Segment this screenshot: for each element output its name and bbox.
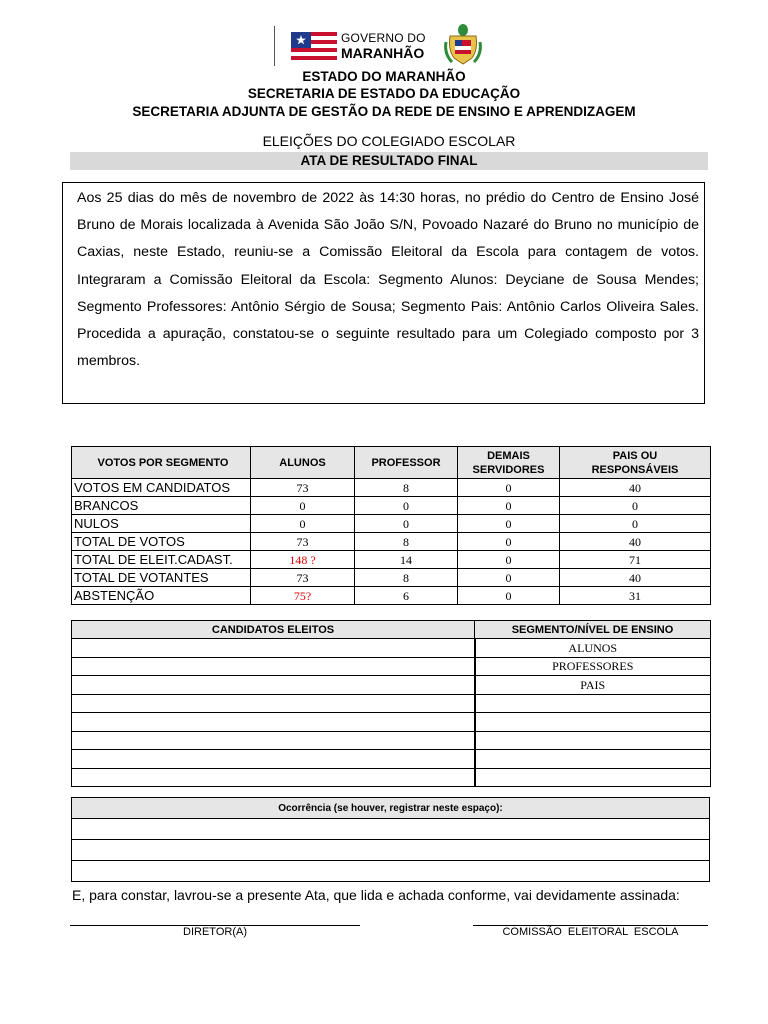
votes-row [72,479,711,497]
votes-cell-pais: 40 [560,569,711,587]
votes-row [72,533,711,551]
elected-segment-cell: ALUNOS [475,639,711,658]
col-header-pais: PAIS OU RESPONSÁVEIS [560,447,711,479]
votes-cell-professor: 6 [355,587,458,605]
elected-segment-cell [475,768,711,787]
col-header-segment-level: SEGMENTO/NÍVEL DE ENSINO [475,621,711,639]
elected-name-cell[interactable] [72,657,475,676]
subtitle: ELEIÇÕES DO COLEGIADO ESCOLAR [262,133,516,149]
votes-cell-alunos: 148 ? [251,551,355,569]
votes-row [72,497,711,515]
votes-row [72,569,711,587]
closing-text: E, para constar, lavrou-se a presente Ata, que lida e achada conforme, vai devidamente assinada: [72,887,680,903]
minutes-text-box [62,182,705,404]
elected-row [72,676,711,695]
elected-name-cell[interactable] [72,731,475,750]
elected-segment-cell [475,750,711,769]
elected-row [72,694,711,713]
elected-row [72,731,711,750]
votes-cell-professor: 8 [355,569,458,587]
votes-cell-pais: 71 [560,551,711,569]
votes-cell-pais: 40 [560,533,711,551]
header-secretariat: SECRETARIA DE ESTADO DA EDUCAÇÃO [247,86,521,101]
votes-cell-alunos: 73 [251,569,355,587]
elected-name-cell[interactable] [72,639,475,658]
occurrence-line[interactable] [72,819,710,840]
elected-segment-cell [475,694,711,713]
votes-table [71,446,711,605]
votes-cell-pais: 0 [560,497,711,515]
occurrence-header: Ocorrência (se houver, registrar neste espaço): [72,798,710,819]
coat-of-arms-icon [444,22,482,66]
elected-name-cell[interactable] [72,713,475,732]
votes-cell-professor: 8 [355,479,458,497]
votes-cell-demais: 0 [458,497,560,515]
logo-area [274,22,494,68]
maranhao-flag-icon [291,32,337,62]
votes-cell-pais: 31 [560,587,711,605]
signature-label-director: DIRETOR(A) [183,926,247,938]
elected-segment-cell: PROFESSORES [475,657,711,676]
col-header-demais: DEMAIS SERVIDORES [458,447,560,479]
votes-cell-alunos: 0 [251,497,355,515]
votes-cell-alunos: 73 [251,479,355,497]
votes-cell-demais: 0 [458,515,560,533]
logo-line2: MARANHÃO [341,45,425,61]
elected-name-cell[interactable] [72,768,475,787]
votes-cell-professor: 0 [355,497,458,515]
votes-row-label: TOTAL DE ELEIT.CADAST. [72,551,251,569]
votes-cell-alunos: 0 [251,515,355,533]
votes-cell-demais: 0 [458,587,560,605]
minutes-text: Aos 25 dias do mês de novembro de 2022 às 14:30 horas, no prédio do Centro de Ensino José Bruno de Morais localizada à Avenida São João S/N, Povoado Nazaré do Bruno no município de Caxias, neste Estado, reuniu-se a Comissão Eleitoral da Escola para contagem de votos. Integraram a Comissão Eleitoral da Escola: Segmento Alunos: Deyciane de Sousa Mendes; Segmento Professores: Antônio Sérgio de Sousa; Segmento Pais: Antônio Carlos Oliveira Sales. Procedida a apuração, constatou-se o seguinte resultado para um Colegiado composto por 3 membros. [77,190,699,370]
col-header-alunos: ALUNOS [251,447,355,479]
elected-name-cell[interactable] [72,676,475,695]
votes-row-label: VOTOS EM CANDIDATOS [72,479,251,497]
elected-segment-cell: PAIS [475,676,711,695]
elected-row [72,639,711,658]
votes-header-row [72,447,711,479]
elected-name-cell[interactable] [72,750,475,769]
occurrence-table [71,797,710,882]
logo-divider [274,26,275,66]
votes-row [72,551,711,569]
col-header-professor: PROFESSOR [355,447,458,479]
votes-row-label: TOTAL DE VOTOS [72,533,251,551]
elected-header-row [72,621,711,639]
elected-table [71,620,711,787]
votes-row-label: ABSTENÇÃO [72,587,251,605]
votes-cell-demais: 0 [458,569,560,587]
votes-cell-professor: 0 [355,515,458,533]
title-banner: ATA DE RESULTADO FINAL [70,152,708,170]
votes-row-label: BRANCOS [72,497,251,515]
votes-cell-pais: 0 [560,515,711,533]
votes-cell-alunos: 73 [251,533,355,551]
votes-cell-alunos: 75? [251,587,355,605]
col-header-segment: VOTOS POR SEGMENTO [72,447,251,479]
elected-row [72,768,711,787]
occurrence-line[interactable] [72,861,710,882]
occurrence-line[interactable] [72,840,710,861]
col-header-candidates: CANDIDATOS ELEITOS [72,621,475,639]
votes-cell-professor: 8 [355,533,458,551]
elected-segment-cell [475,713,711,732]
elected-row [72,750,711,769]
elected-segment-cell [475,731,711,750]
votes-cell-demais: 0 [458,551,560,569]
header-state: ESTADO DO MARANHÃO [302,69,466,84]
elected-row [72,713,711,732]
header-adjunct: SECRETARIA ADJUNTA DE GESTÃO DA REDE DE ENSINO E APRENDIZAGEM [132,104,636,119]
logo-line1: GOVERNO DO [341,31,426,45]
votes-cell-demais: 0 [458,479,560,497]
votes-row-label: NULOS [72,515,251,533]
votes-row [72,587,711,605]
elected-name-cell[interactable] [72,694,475,713]
votes-row [72,515,711,533]
votes-cell-professor: 14 [355,551,458,569]
votes-cell-pais: 40 [560,479,711,497]
signature-label-commission: COMISSÃO ELEITORAL ESCOLA [502,926,679,938]
elected-row [72,657,711,676]
votes-row-label: TOTAL DE VOTANTES [72,569,251,587]
votes-cell-demais: 0 [458,533,560,551]
